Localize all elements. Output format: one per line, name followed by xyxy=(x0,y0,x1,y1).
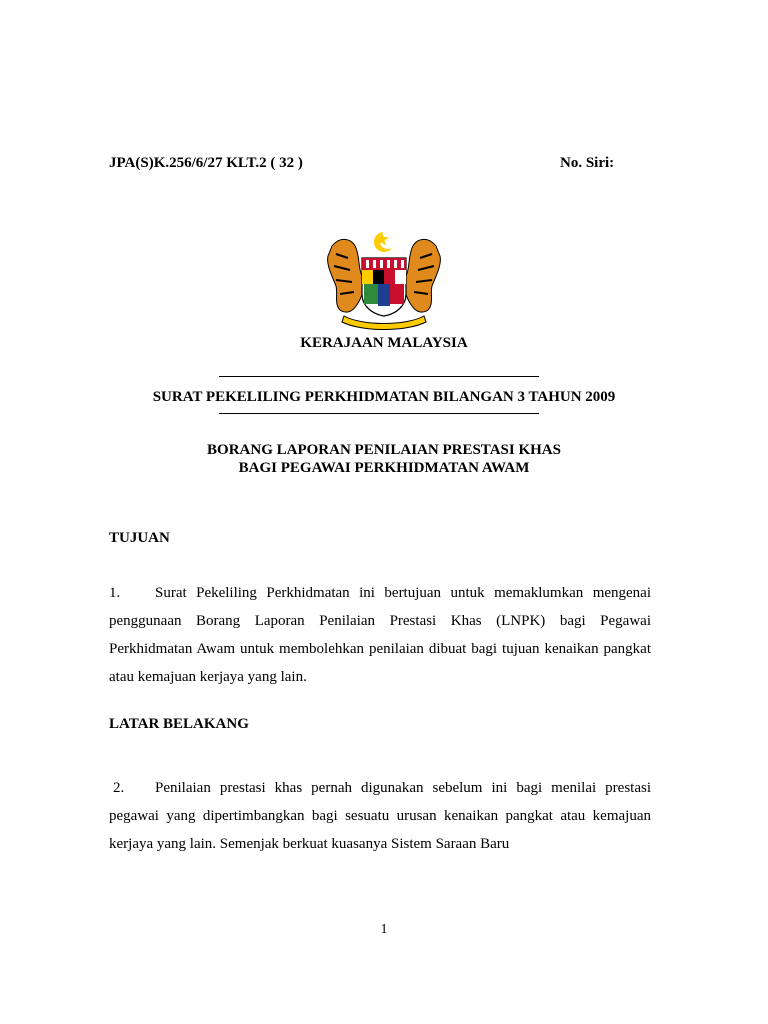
subject-line-2: BAGI PEGAWAI PERKHIDMATAN AWAM xyxy=(238,460,530,476)
paragraph-number: 1. xyxy=(109,585,121,601)
government-title: KERAJAAN MALAYSIA xyxy=(300,335,468,351)
page-number: 1 xyxy=(380,922,388,937)
paragraph-number: 2. xyxy=(113,780,125,796)
paragraph-1 xyxy=(109,579,651,691)
subject-line-1: BORANG LAPORAN PENILAIAN PRESTASI KHAS xyxy=(207,442,561,458)
paragraph-text: Penilaian prestasi khas pernah digunakan sebelum ini bagi menilai prestasi pegawai yang dipertimbangkan bagi sesuatu urusan kenaikan pangkat atau kemajuan kerjaya yang lain. Semenjak berkuat kuasanya Sistem Saraan Baru xyxy=(109,780,651,852)
serial-number-label: No. Siri: xyxy=(560,155,615,171)
reference-number: JPA(S)K.256/6/27 KLT.2 ( 32 ) xyxy=(109,155,303,171)
divider-top xyxy=(219,376,539,377)
divider-bottom xyxy=(219,413,539,414)
section-heading-latar-belakang: LATAR BELAKANG xyxy=(109,716,249,732)
paragraph-text: Surat Pekeliling Perkhidmatan ini bertujuan untuk memaklumkan mengenai penggunaan Borang Laporan Penilaian Prestasi Khas (LNPK) bagi Pegawai Perkhidmatan Awam untuk membolehkan penilaian dibuat bagi tujuan kenaikan pangkat atau kemajuan kerjaya yang lain. xyxy=(109,585,651,685)
section-heading-tujuan: TUJUAN xyxy=(109,530,170,546)
paragraph-2 xyxy=(109,774,651,858)
circular-title: SURAT PEKELILING PERKHIDMATAN BILANGAN 3 TAHUN 2009 xyxy=(152,389,616,405)
malaysia-coat-of-arms-icon xyxy=(322,228,446,334)
